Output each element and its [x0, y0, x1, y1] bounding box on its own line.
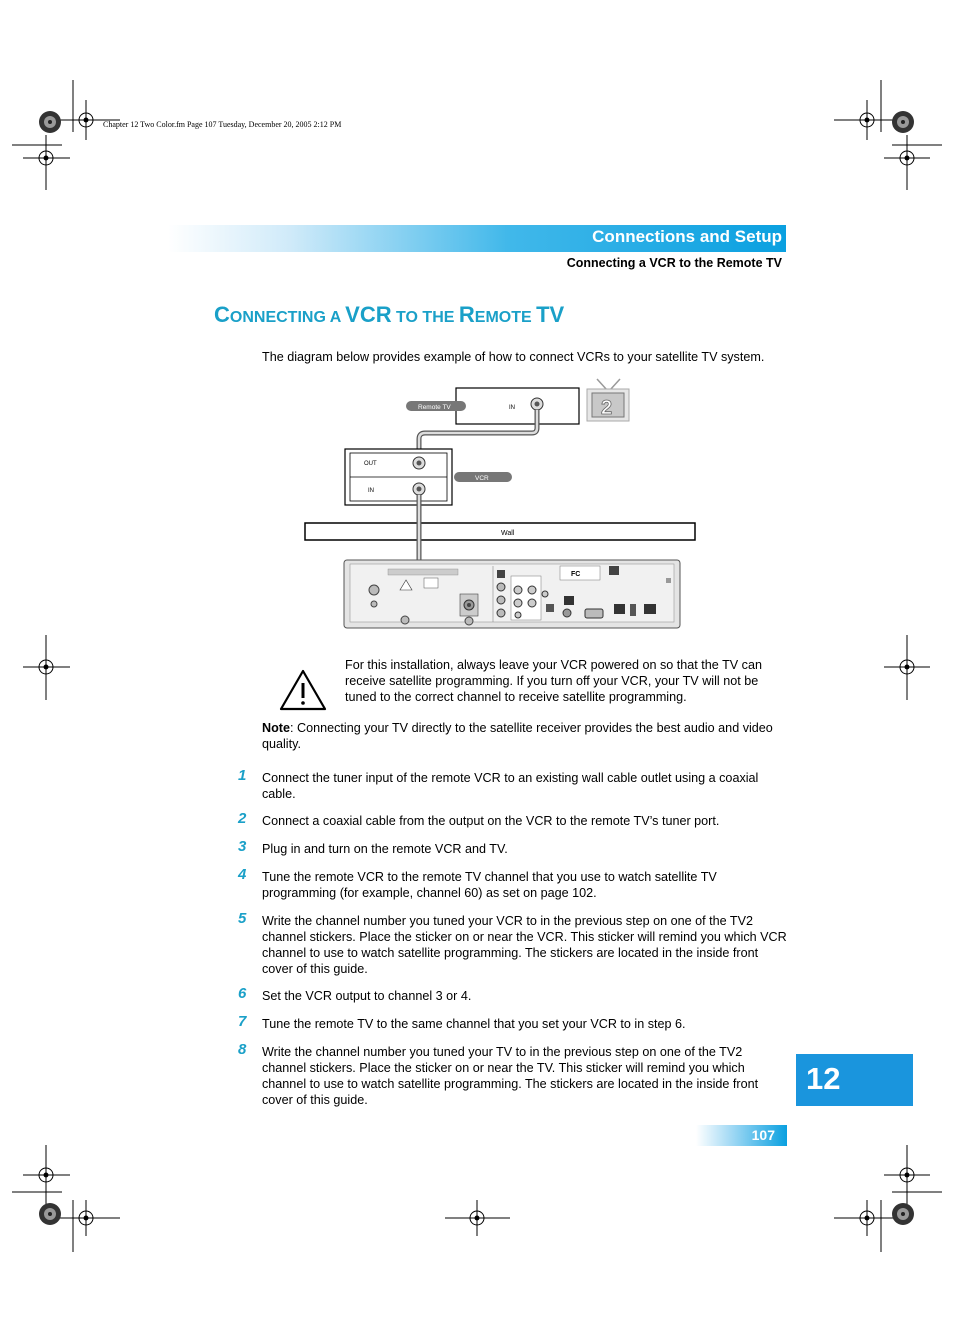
step-text: Plug in and turn on the remote VCR and TV.	[262, 842, 508, 856]
subsection-title: Connecting a VCR to the Remote TV	[566, 256, 782, 270]
fcc-mark: FC	[571, 571, 581, 578]
step-number: 4	[238, 866, 247, 883]
step-number: 6	[238, 985, 247, 1002]
step-number: 5	[238, 910, 247, 927]
receiver-back-panel	[344, 560, 680, 628]
page-title-part: TV	[536, 302, 565, 327]
wall-label: Wall	[501, 530, 515, 537]
page-title-part: ONNECTING	[229, 309, 330, 326]
warning-icon	[278, 668, 328, 712]
note-text: : Connecting your TV directly to the satellite receiver provides the best audio and video quality.	[262, 721, 773, 751]
framemaker-header: Chapter 12 Two Color.fm Page 107 Tuesday, December 20, 2005 2:12 PM	[103, 120, 342, 129]
step-number: 2	[238, 810, 247, 827]
step-text: Tune the remote TV to the same channel that you set your VCR to in step 6.	[262, 1017, 686, 1031]
section-header-bar	[168, 225, 786, 252]
chapter-number: 12	[806, 1061, 841, 1096]
remote-tv-in-label: IN	[509, 405, 515, 411]
vcr-label: VCR	[475, 475, 489, 482]
note-label: Note	[262, 721, 290, 735]
step-number: 3	[238, 838, 247, 855]
vcr-in-label: IN	[368, 488, 374, 494]
tv2-icon-number: 2	[601, 397, 613, 419]
section-title: Connections and Setup	[592, 227, 782, 246]
step-text: Write the channel number you tuned your TV to in the previous step on one of the TV2 channel stickers. Place the sticker on or near the TV. This sticker will remind you which channel to use to watch satellite programming. The stickers are located in the inside front cover of this guide.	[262, 1045, 759, 1107]
step-text: Set the VCR output to channel 3 or 4.	[262, 989, 472, 1003]
remote-tv-label: Remote TV	[418, 404, 451, 411]
page-title-part: TO THE	[391, 309, 459, 326]
page-title	[214, 302, 564, 328]
step-text: Write the channel number you tuned your VCR to in the previous step on one of the TV2 channel stickers. Place the sticker on or near the VCR. This sticker will remind you which VCR channel to use to watch satellite programming. The stickers are located in the inside front cover of this guide.	[262, 914, 787, 976]
step-text: Connect the tuner input of the remote VCR to an existing wall cable outlet using a coaxial cable.	[262, 771, 759, 801]
step-text: Connect a coaxial cable from the output on the VCR to the remote TV’s tuner port.	[262, 814, 720, 828]
page-title-part: VCR	[345, 302, 392, 327]
vcr-out-label: OUT	[364, 461, 377, 467]
warning-text: For this installation, always leave your VCR powered on so that the TV can receive satellite programming. If you turn off your VCR, your TV will not be tuned to the correct channel to receive satellite programming.	[345, 658, 762, 704]
step-text: Tune the remote VCR to the remote TV channel that you use to watch satellite TV programming (for example, channel 60) as set on page 102.	[262, 870, 717, 900]
step-number: 7	[238, 1013, 247, 1030]
intro-paragraph: The diagram below provides example of how to connect VCRs to your satellite TV system.	[262, 350, 765, 364]
page-title-part: R	[458, 302, 475, 327]
remote-tv-box	[456, 388, 579, 424]
note-paragraph	[262, 720, 787, 752]
page-title-part: A	[329, 309, 346, 326]
page-number: 107	[751, 1127, 775, 1143]
page-title-part: EMOTE	[474, 309, 537, 326]
step-number: 8	[238, 1041, 247, 1058]
step-number: 1	[238, 767, 247, 784]
page-title-part: C	[214, 302, 230, 327]
chapter-tab	[796, 1054, 913, 1106]
tv2-icon	[587, 379, 629, 421]
page-number-bar	[696, 1125, 787, 1146]
connection-diagram	[300, 374, 700, 634]
wall-bar	[305, 523, 695, 540]
